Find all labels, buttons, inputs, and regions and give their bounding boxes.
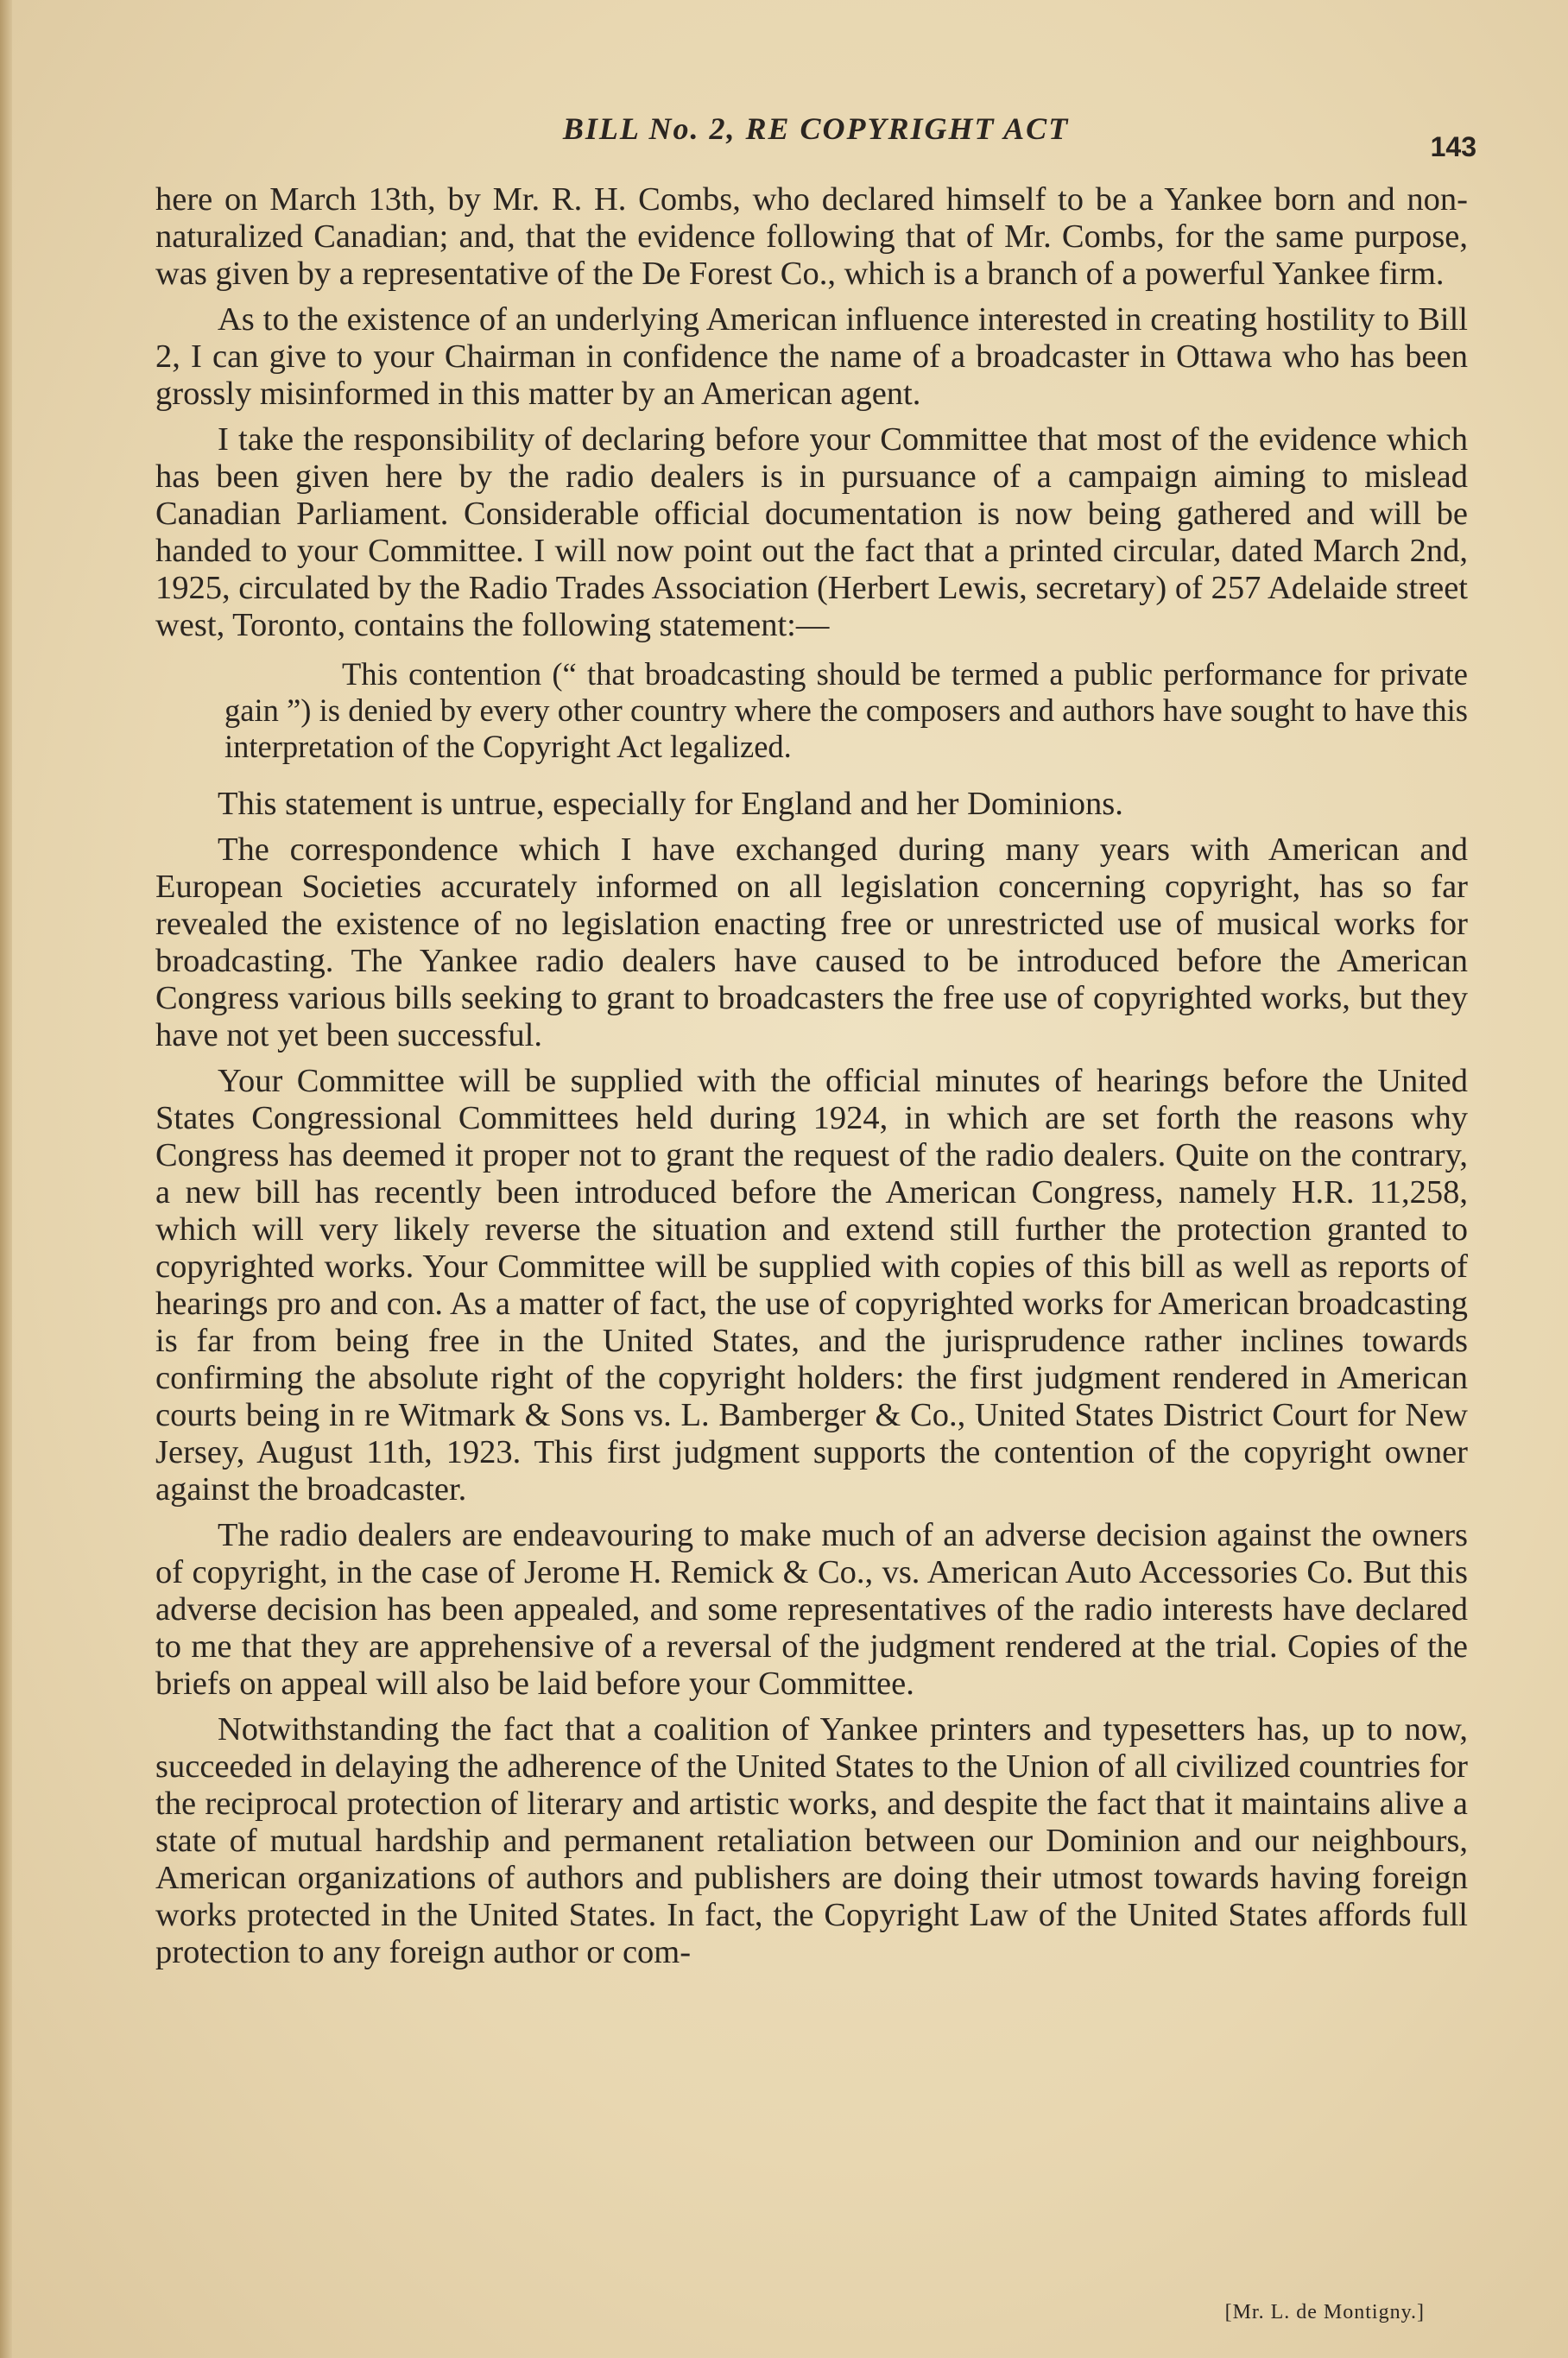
paragraph: This statement is untrue, especially for England and her Dominions. — [218, 786, 1123, 822]
page-number: 143 — [1430, 131, 1476, 162]
paragraph: Your Committee will be supplied with the official minutes of hearings before the United States Congressional Committees held during 1924, in which are set forth the reasons why Congress has deemed it proper not to grant the request of the radio dealers. Quite on the contrary, a new bill has recently been introduced before the American Congress, namely H.R. 11,258, which will very likely reverse the situation and extend still further the protection granted to copyrighted works. Your Committee will be supplied with copies of this bill as well as reports of hearings pro and con. As a matter of fact, the use of copyrighted works for American broadcasting is far from being free in the United States, and the jurisprudence rather inclines towards confirming the absolute right of the copyright holders: the first judgment rendered in American courts being in re Witmark & Sons vs. L. Bamberger & Co., United States District Court for New Jersey, August 11th, 1923. This first judgment supports the contention of the copyright owner against the broadcaster. — [155, 1063, 1468, 1508]
page-header — [155, 111, 1476, 162]
paragraph: I take the responsibility of declaring before your Committee that most of the evidence which has been given here by the radio dealers is in pursuance of a campaign aiming to mislead Canadian Parliament. Considerable official documentation is now being gathered and will be handed to your Committee. I will now point out the fact that a printed circular, dated March 2nd, 1925, circulated by the Radio Trades Association (Herbert Lewis, secretary) of 257 Adelaide street west, Toronto, contains the following statement:— — [155, 421, 1468, 643]
paragraph: The radio dealers are endeavouring to make much of an adverse decision against the owners of copyright, in the case of Jerome H. Remick & Co., vs. American Auto Accessories Co. But this adverse decision has been appealed, and some representatives of the radio interests have declared to me that they are apprehensive of a reversal of the judgment rendered at the trial. Copies of the briefs on appeal will also be laid before your Committee. — [155, 1517, 1468, 1702]
running-head: BILL No. 2, RE COPYRIGHT ACT — [562, 111, 1070, 146]
document-body — [155, 181, 1468, 1980]
paragraph: The correspondence which I have exchanged during many years with American and European Societies accurately informed on all legislation concerning copyright, has so far revealed the existence of no legislation enacting free or unrestricted use of musical works for broadcasting. The Yankee radio dealers have caused to be introduced before the American Congress various bills seeking to grant to broadcasters the free use of copyrighted works, but they have not yet been successful. — [155, 831, 1468, 1053]
page-binding-edge — [0, 0, 12, 2358]
paragraph: As to the existence of an underlying American influence interested in creating hostility to Bill 2, I can give to your Chairman in confidence the name of a broadcaster in Ottawa who has been grossly misinformed in this matter by an American agent. — [155, 301, 1468, 412]
speaker-signature: [Mr. L. de Montigny.] — [1224, 2301, 1425, 2323]
paragraph: here on March 13th, by Mr. R. H. Combs, who declared himself to be a Yankee born and non-naturalized Canadian; and, that the evidence following that of Mr. Combs, for the same purpose, was given by a representative of the De Forest Co., which is a branch of a powerful Yankee firm. — [155, 181, 1468, 292]
block-quote: This contention (“ that broadcasting should be termed a public performance for private gain ”) is denied by every other country where the composers and authors have sought to have this interpretation of the Copyright Act legalized. — [224, 656, 1468, 764]
paragraph: Notwithstanding the fact that a coalition of Yankee printers and typesetters has, up to now, succeeded in delaying the adherence of the United States to the Union of all civilized countries for the reciprocal protection of literary and artistic works, and despite the fact that it maintains alive a state of mutual hardship and permanent retaliation between our Dominion and our neighbours, American organizations of authors and publishers are doing their utmost towards having foreign works protected in the United States. In fact, the Copyright Law of the United States affords full protection to any foreign author or com- — [155, 1711, 1468, 1970]
